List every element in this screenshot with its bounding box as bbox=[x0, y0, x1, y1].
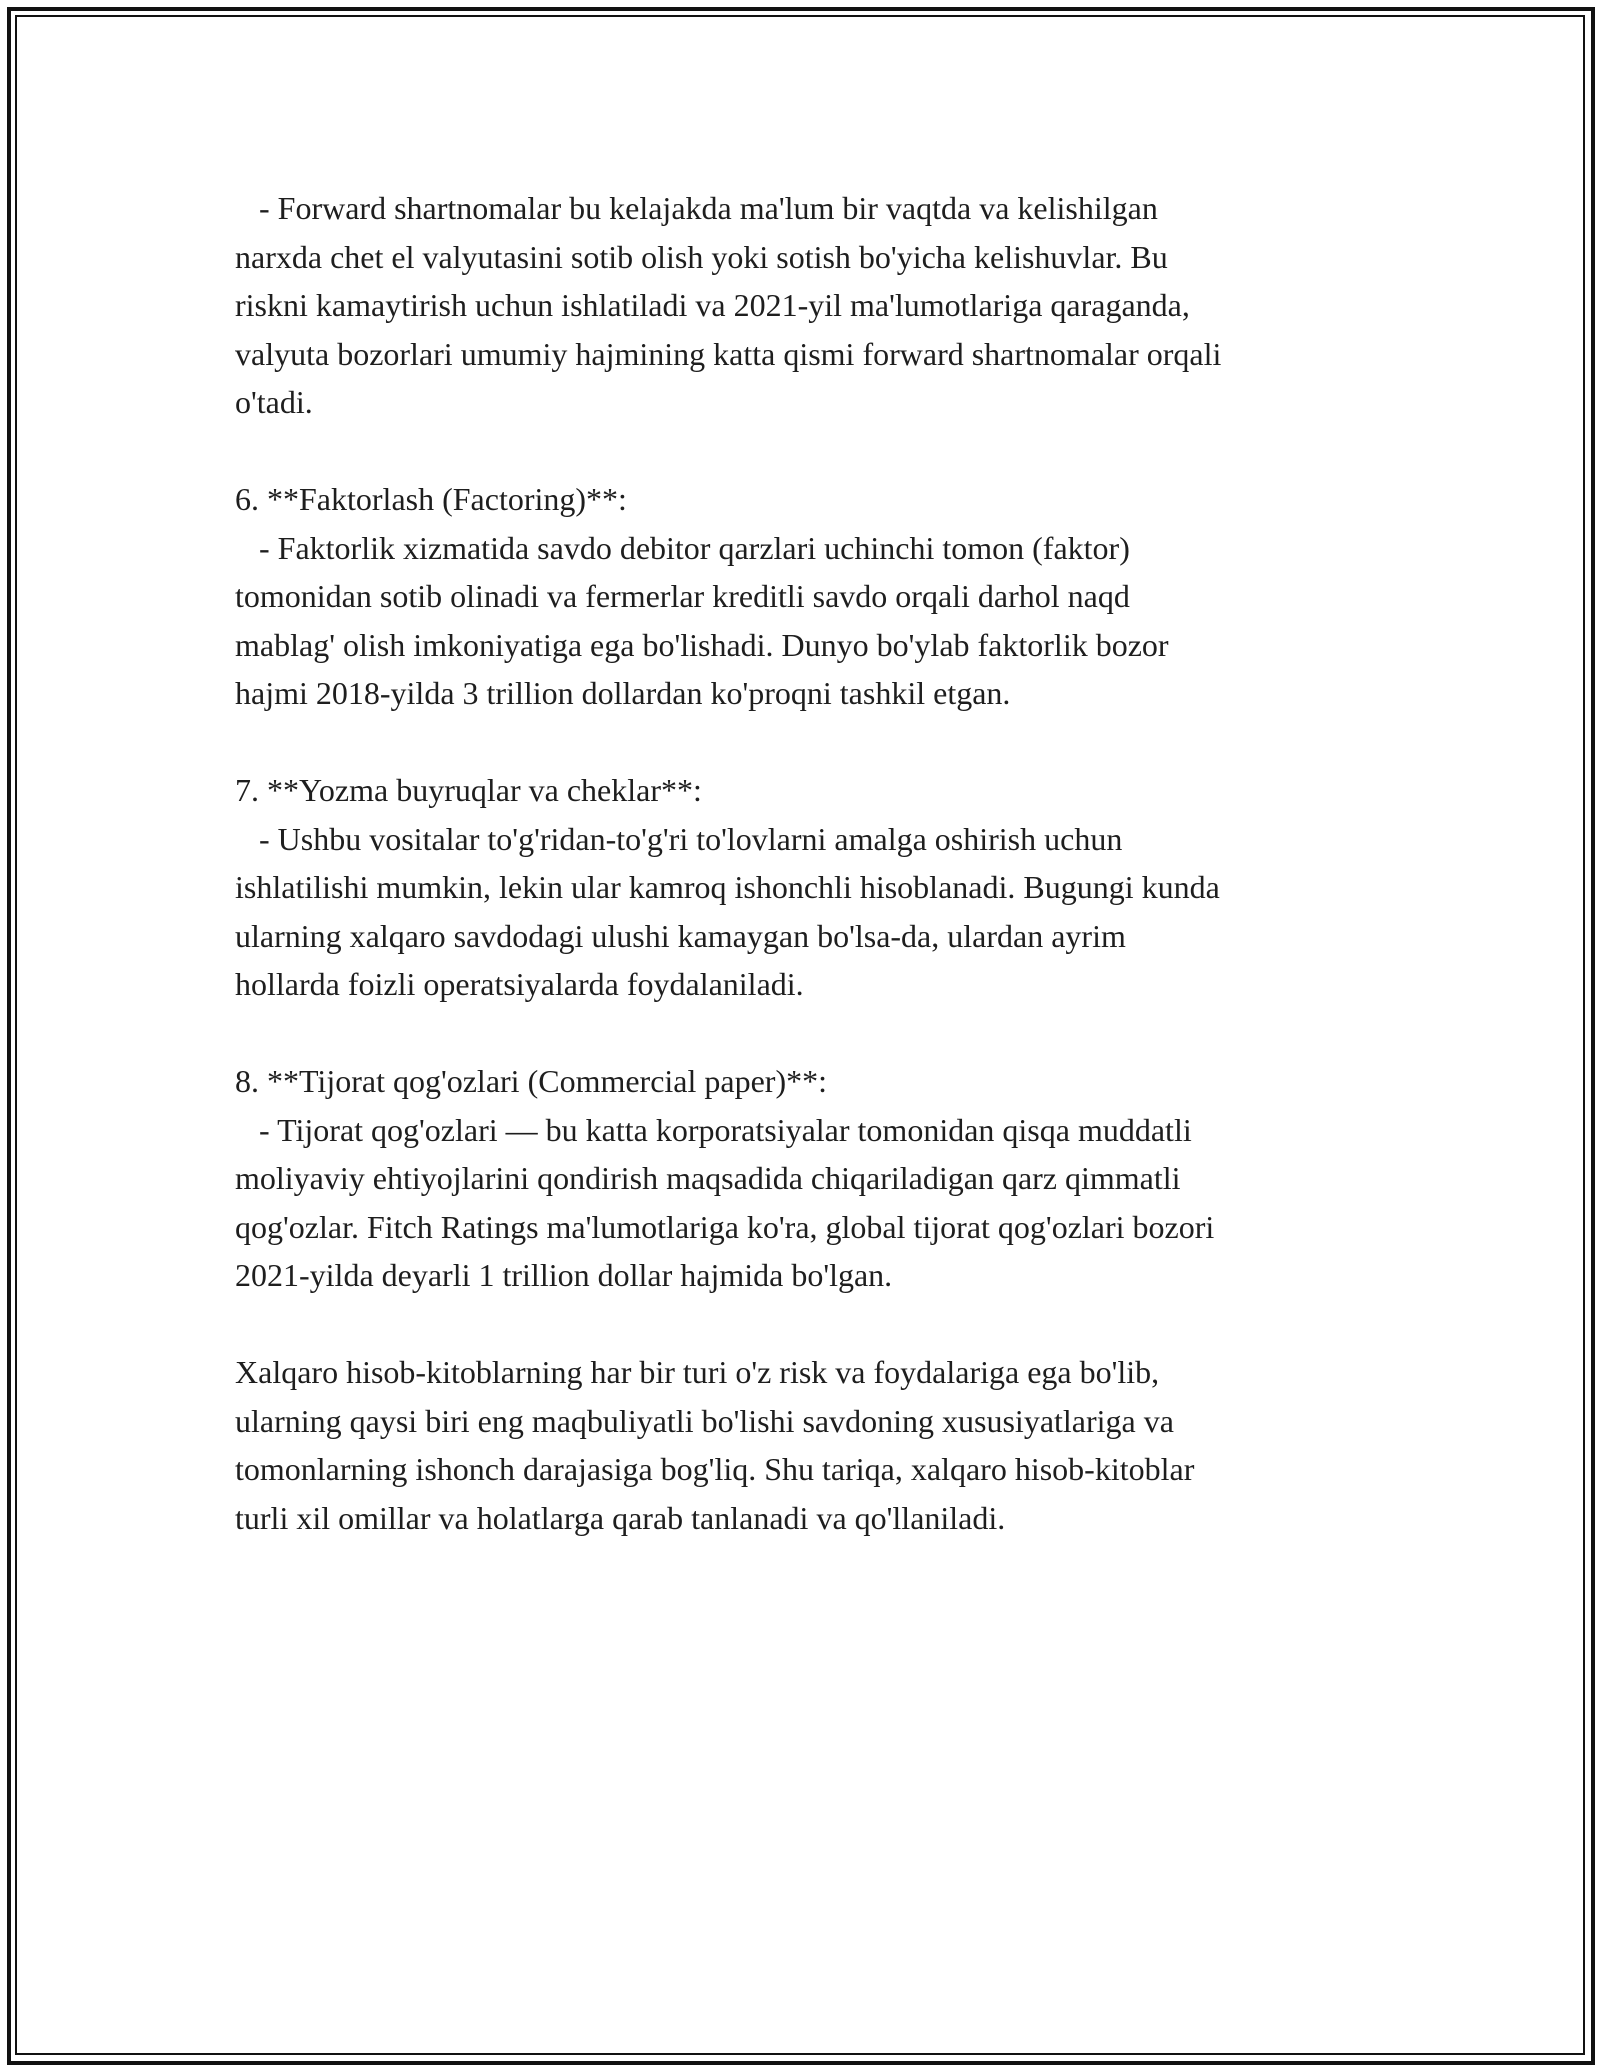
text-line: 2021-yilda deyarli 1 trillion dollar hajmida bo'lgan. bbox=[235, 1257, 893, 1293]
paragraph-gap bbox=[235, 1300, 1395, 1349]
text-line: - Forward shartnomalar bu kelajakda ma'lum bir vaqtda va kelishilgan bbox=[235, 190, 1158, 226]
paragraph-gap bbox=[235, 427, 1395, 476]
text-line: ularning xalqaro savdodagi ulushi kamaygan bo'lsa-da, ulardan ayrim bbox=[235, 917, 1126, 954]
document-body bbox=[235, 184, 1395, 1542]
section-heading: 7. **Yozma buyruqlar va cheklar**: bbox=[235, 772, 702, 808]
text-line: valyuta bozorlari umumiy hajmining katta qismi forward shartnomalar orqali bbox=[235, 335, 1222, 372]
text-line: narxda chet el valyutasini sotib olish yoki sotish bo'yicha kelishuvlar. Bu bbox=[235, 238, 1168, 275]
text-line: tomonlarning ishonch darajasiga bog'liq. Shu tariqa, xalqaro hisob-kitoblar bbox=[235, 1451, 1195, 1487]
paragraph-gap bbox=[235, 718, 1395, 767]
text-line: moliyaviy ehtiyojlarini qondirish maqsadida chiqariladigan qarz qimmatli bbox=[235, 1160, 1181, 1196]
paragraph-gap bbox=[235, 1009, 1395, 1058]
text-line: ularning qaysi biri eng maqbuliyatli bo'lishi savdoning xususiyatlariga va bbox=[235, 1402, 1174, 1439]
text-line: hajmi 2018-yilda 3 trillion dollardan ko'proqni tashkil etgan. bbox=[235, 675, 1011, 711]
forward-contracts-paragraph bbox=[235, 184, 1395, 427]
text-line: - Tijorat qog'ozlari — bu katta korporatsiyalar tomonidan qisqa muddatli bbox=[235, 1111, 1192, 1148]
factoring-section bbox=[235, 475, 1395, 718]
text-line: turli xil omillar va holatlarga qarab tanlanadi va qo'llaniladi. bbox=[235, 1499, 1006, 1536]
text-line: - Faktorlik xizmatida savdo debitor qarzlari uchinchi tomon (faktor) bbox=[235, 529, 1130, 566]
text-line: tomonidan sotib olinadi va fermerlar kreditli savdo orqali darhol naqd bbox=[235, 578, 1130, 614]
text-line: ishlatilishi mumkin, lekin ular kamroq ishonchli hisoblanadi. Bugungi kunda bbox=[235, 869, 1220, 905]
text-line: hollarda foizli operatsiyalarda foydalaniladi. bbox=[235, 966, 804, 1002]
text-line: qog'ozlar. Fitch Ratings ma'lumotlariga ko'ra, global tijorat qog'ozlari bozori bbox=[235, 1208, 1215, 1245]
text-line: - Ushbu vositalar to'g'ridan-to'g'ri to'lovlarni amalga oshirish uchun bbox=[235, 820, 1123, 857]
written-orders-section bbox=[235, 766, 1395, 1009]
section-heading: 6. **Faktorlash (Factoring)**: bbox=[235, 481, 627, 517]
section-heading: 8. **Tijorat qog'ozlari (Commercial paper)**: bbox=[235, 1063, 827, 1099]
conclusion-paragraph bbox=[235, 1348, 1395, 1542]
text-line: o'tadi. bbox=[235, 384, 313, 420]
text-line: riskni kamaytirish uchun ishlatiladi va 2021-yil ma'lumotlariga qaraganda, bbox=[235, 287, 1190, 323]
commercial-paper-section bbox=[235, 1057, 1395, 1300]
text-line: Xalqaro hisob-kitoblarning har bir turi o'z risk va foydalariga ega bo'lib, bbox=[235, 1354, 1160, 1390]
text-line: mablag' olish imkoniyatiga ega bo'lishadi. Dunyo bo'ylab faktorlik bozor bbox=[235, 626, 1169, 663]
